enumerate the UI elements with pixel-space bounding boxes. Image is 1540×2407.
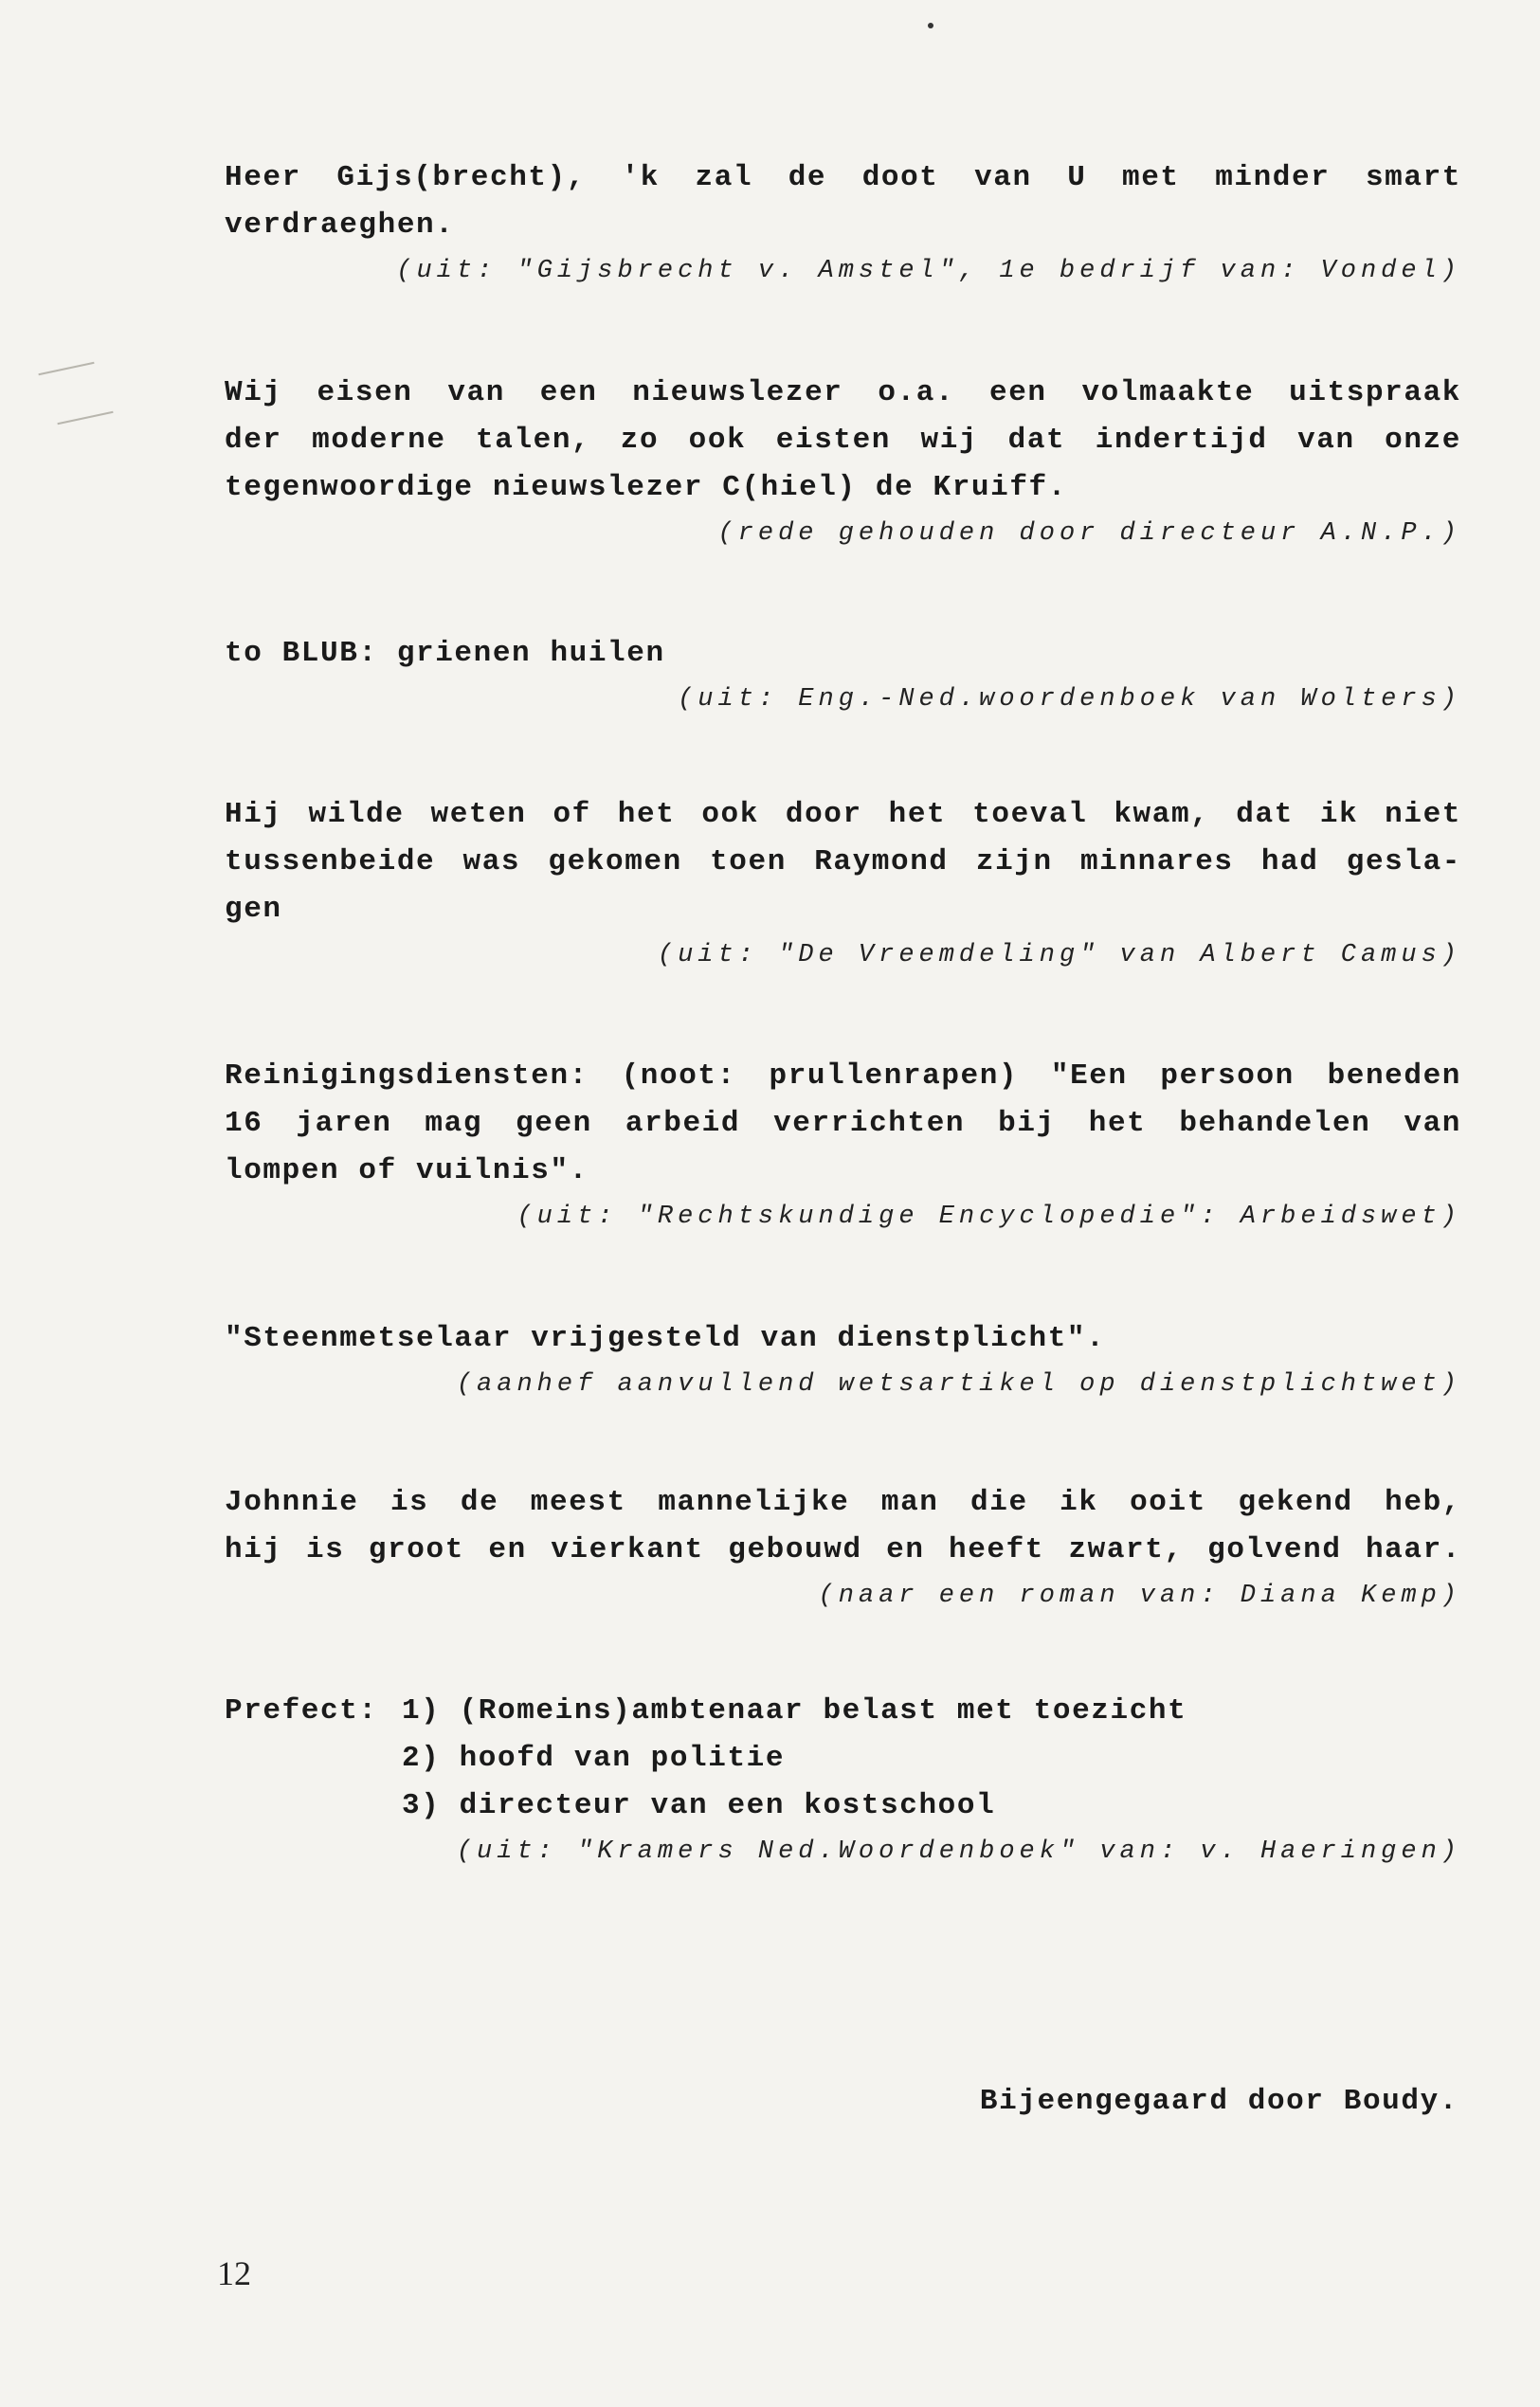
prefect-definition-item: 3) directeur van een kostschool bbox=[402, 1789, 996, 1822]
quote-nieuwslezer bbox=[225, 370, 1461, 555]
quote-source: (uit: "Rechtskundige Encyclopedie": Arbeidswet) bbox=[516, 1203, 1461, 1231]
quote-source: (uit: "Kramers Ned.Woordenboek" van: v. Haeringen) bbox=[456, 1837, 1461, 1866]
prefect-term: Prefect: bbox=[225, 1694, 378, 1728]
signature: Bijeengegaard door Boudy. bbox=[979, 2085, 1458, 2118]
quote-line: tegenwoordige nieuwslezer C(hiel) de Kruiff. bbox=[225, 471, 1067, 504]
quote-source: (uit: Eng.-Ned.woordenboek van Wolters) bbox=[678, 685, 1461, 714]
page-number: 12 bbox=[217, 2254, 251, 2292]
prefect-definition bbox=[225, 1688, 1461, 1873]
quote-source: (uit: "Gijsbrecht v. Amstel", 1e bedrijf van: Vondel) bbox=[396, 257, 1461, 285]
quote-reinigingsdiensten bbox=[225, 1053, 1461, 1239]
quote-line: verdraeghen. bbox=[225, 208, 455, 242]
quote-line: "Steenmetselaar vrijgesteld van dienstplicht". bbox=[225, 1322, 1106, 1355]
scan-mark bbox=[38, 362, 94, 375]
scan-mark bbox=[57, 411, 113, 425]
quote-line: gen bbox=[225, 893, 282, 926]
quote-blub bbox=[225, 630, 1461, 721]
quote-line: to BLUB: grienen huilen bbox=[225, 637, 665, 670]
quote-line: der moderne talen, zo ook eisten wij dat indertijd van onze bbox=[225, 424, 1461, 457]
quote-source: (rede gehouden door directeur A.N.P.) bbox=[717, 519, 1461, 548]
quote-steenmetselaar bbox=[225, 1315, 1461, 1406]
prefect-row bbox=[225, 1688, 1461, 1735]
quote-line: Heer Gijs(brecht), 'k zal de doot van U met minder smart bbox=[225, 161, 1461, 194]
prefect-definition-item: 1) (Romeins)ambtenaar belast met toezicht bbox=[402, 1694, 1187, 1728]
quote-line: hij is groot en vierkant gebouwd en heeft zwart, golvend haar. bbox=[225, 1533, 1461, 1566]
prefect-definition-item: 2) hoofd van politie bbox=[402, 1742, 786, 1775]
quote-line: Reinigingsdiensten: (noot: prullenrapen) "Een persoon beneden bbox=[225, 1059, 1461, 1093]
prefect-row bbox=[225, 1735, 1461, 1783]
quote-source: (naar een roman van: Diana Kemp) bbox=[818, 1582, 1461, 1610]
quote-line: Johnnie is de meest mannelijke man die ik ooit gekend heb, bbox=[225, 1486, 1461, 1519]
quote-line: tussenbeide was gekomen toen Raymond zijn minnares had gesla- bbox=[225, 845, 1461, 878]
quote-johnnie bbox=[225, 1479, 1461, 1618]
quote-source: (aanhef aanvullend wetsartikel op dienstplichtwet) bbox=[456, 1370, 1461, 1399]
scan-speck bbox=[928, 23, 933, 28]
quote-line: lompen of vuilnis". bbox=[225, 1154, 589, 1187]
prefect-row bbox=[225, 1783, 1461, 1830]
quote-line: Wij eisen van een nieuwslezer o.a. een volmaakte uitspraak bbox=[225, 376, 1461, 409]
quote-gijsbrecht bbox=[225, 154, 1461, 293]
quote-line: 16 jaren mag geen arbeid verrichten bij het behandelen van bbox=[225, 1107, 1461, 1140]
quote-line: Hij wilde weten of het ook door het toeval kwam, dat ik niet bbox=[225, 798, 1461, 831]
quote-source: (uit: "De Vreemdeling" van Albert Camus) bbox=[657, 941, 1461, 969]
quote-camus bbox=[225, 791, 1461, 977]
